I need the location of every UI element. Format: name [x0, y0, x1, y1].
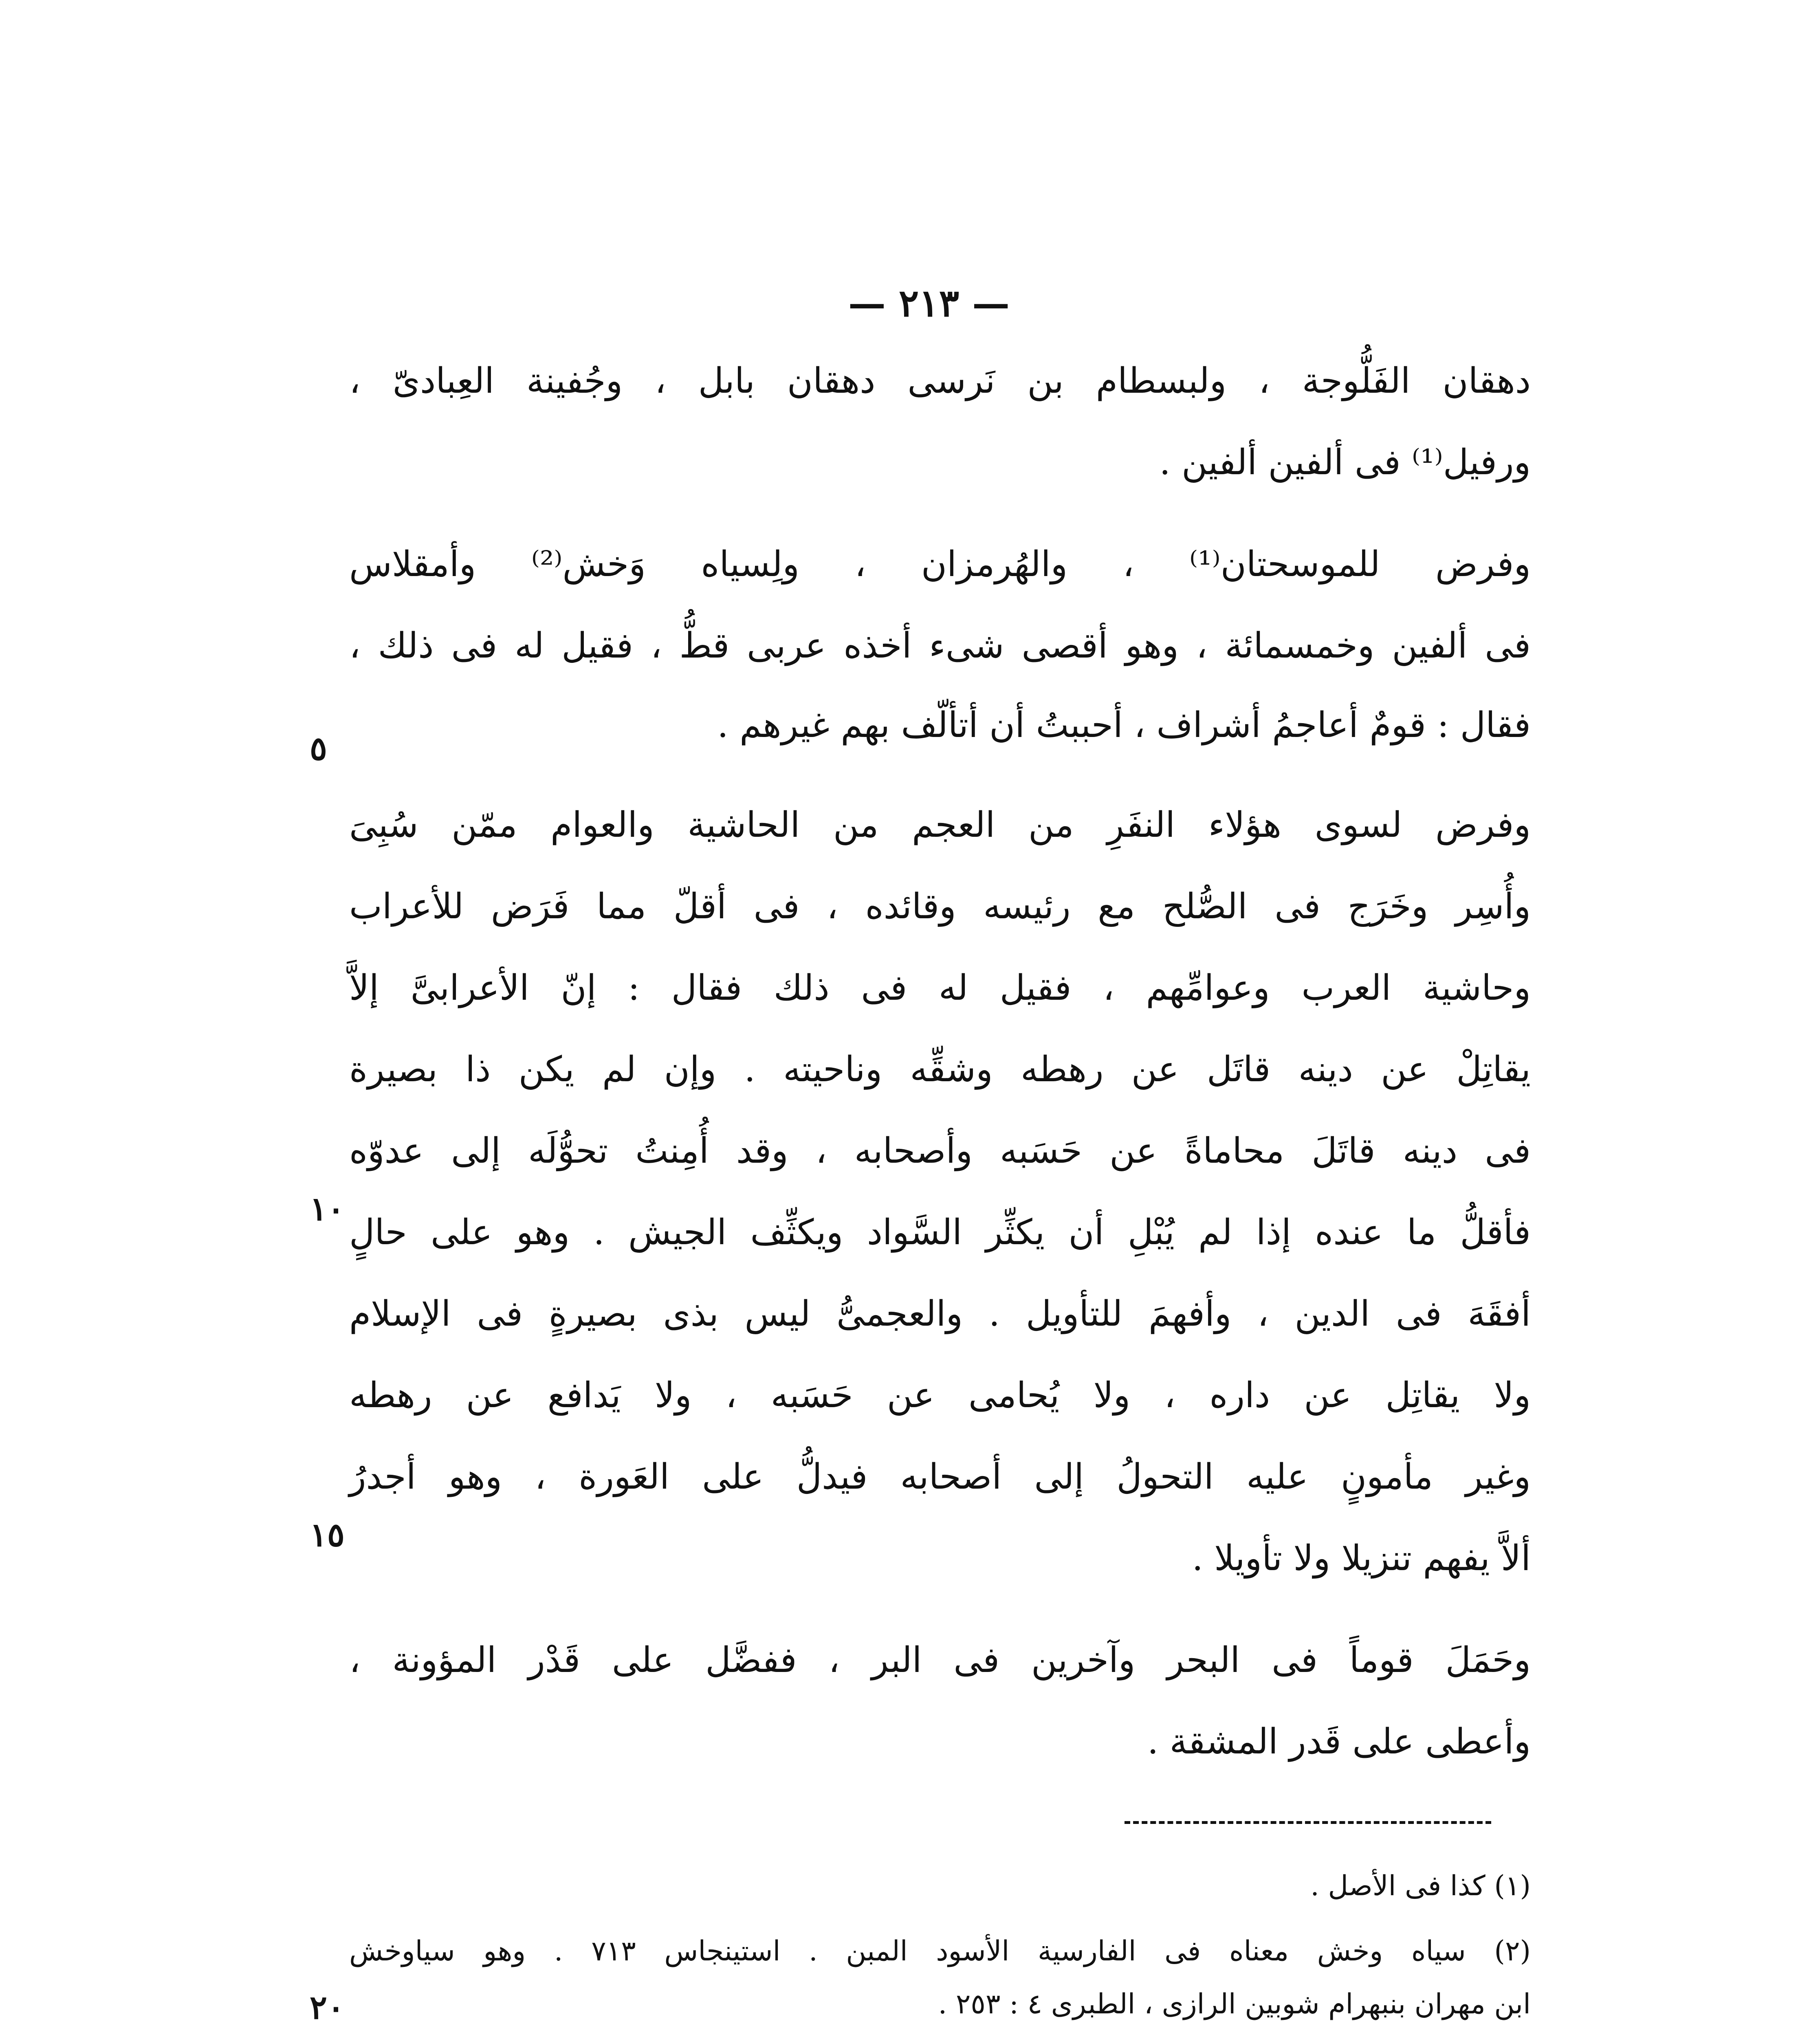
- line-number-marker: ٥: [310, 729, 327, 768]
- line-number-marker: ١٠: [310, 1190, 345, 1228]
- text-line: وحاشية العرب وعوامِّهم ، فقيل له فى ذلك فقال : إنّ الأعرابىَّ إلاَّ: [349, 968, 1531, 1008]
- text-line: وغير مأمونٍ عليه التحولُ إلى أصحابه فيدلُّ على العَورة ، وهو أجدرُ: [349, 1456, 1531, 1497]
- text-line: وحَمَلَ قوماً فى البحر وآخرين فى البر ، ففضَّل على قَدْر المؤونة ،: [349, 1640, 1531, 1681]
- text-line: فى دينه قاتَلَ محاماةً عن حَسَبه وأصحابه ، وقد أُمِنتُ تحوُّلَه إلى عدوّه: [349, 1131, 1531, 1171]
- text-line: يقاتِلْ عن دينه قاتَل عن رهطه وشقِّه وناحيته . وإن لم يكن ذا بصيرة: [349, 1049, 1531, 1090]
- text-line: وفرض لسوى هؤلاء النفَرِ من العجم من الحاشية والعوام ممّن سُبِىَ: [349, 805, 1531, 845]
- text-line: وأعطى على قَدر المشقة .: [1147, 1721, 1531, 1762]
- line-number-marker: ٢٠: [310, 1988, 345, 2026]
- text-line: ألاَّ يفهم تنزيلا ولا تأويلا .: [1192, 1538, 1531, 1579]
- text-line: وأُسِر وخَرَج فى الصُّلح مع رئيسه وقائده ، فى أقلّ مما فَرَض للأعراب: [349, 886, 1531, 927]
- text-line: فى ألفين وخمسمائة ، وهو أقصى شىء أخذه عربى قطُّ ، فقيل له فى ذلك ،: [349, 625, 1531, 666]
- text-line: وفرض للموسحتان⁽¹⁾ ، والهُرمزان ، ولِسياه وَخش⁽²⁾ وأمقلاس: [349, 544, 1531, 585]
- text-line: أفقَهَ فى الدين ، وأفهمَ للتأويل . والعجمىُّ ليس بذى بصيرةٍ فى الإسلام: [349, 1293, 1531, 1334]
- text-line: ولا يقاتِل عن داره ، ولا يُحامى عن حَسَبه ، ولا يَدافع عن رهطه: [349, 1375, 1531, 1416]
- line-number-marker: ١٥: [310, 1516, 345, 1554]
- page-number: — ٢١٣ —: [848, 281, 1010, 325]
- footnote: ابن مهران بنبهرام شوبين الرازى ، الطبرى ٤ : ٢٥٣ .: [938, 1988, 1531, 2020]
- text-line: ورفيل⁽¹⁾ فى ألفين ألفين .: [1159, 442, 1531, 483]
- footnote: (٢) سياه وخش معناه فى الفارسية الأسود المبن . استينجاس ٧١٣ . وهو سياوخش: [349, 1935, 1531, 1967]
- footnote: (١) كذا فى الأصل .: [1310, 1870, 1531, 1902]
- text-line: فأقلُّ ما عنده إذا لم يُبْلِ أن يكثِّر السَّواد ويكثِّف الجيش . وهو على حالٍ: [349, 1212, 1531, 1253]
- footnote-divider: [1125, 1821, 1491, 1824]
- text-line: فقال : قومٌ أعاجمُ أشراف ، أحببتُ أن أتألّف بهم غيرهم .: [717, 705, 1531, 746]
- text-line: دهقان الفَلُّوجة ، ولبسطام بن نَرسى دهقان بابل ، وجُفينة العِبادىّ ،: [349, 361, 1531, 401]
